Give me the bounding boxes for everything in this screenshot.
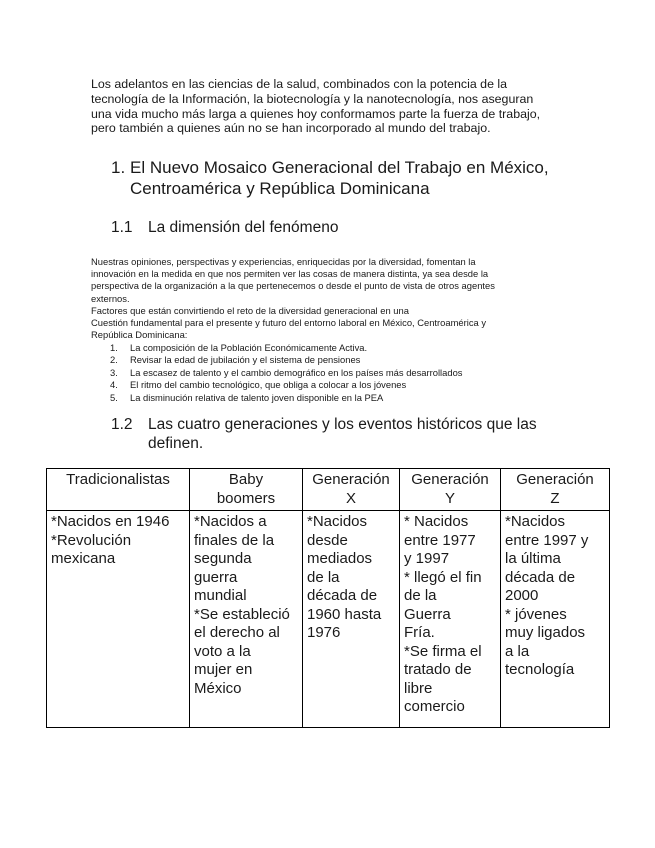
list-item (91, 342, 561, 354)
paragraph-line: República Dominicana: (91, 329, 188, 341)
section-1-2-heading (111, 416, 581, 453)
cell-line: 1960 hasta (307, 605, 382, 623)
cell-line: Tradicionalistas (66, 471, 170, 488)
table-cell (47, 511, 190, 728)
cell-line: la última (505, 550, 561, 567)
list-item (91, 367, 561, 379)
header-cell (501, 469, 610, 511)
cell-line: mexicana (51, 550, 116, 567)
cell-line: entre 1977 (404, 531, 476, 549)
section-1-2-title (111, 416, 581, 453)
cell-line: tratado de (404, 661, 472, 678)
list-item-number: 5. (110, 391, 118, 403)
list-item-number: 1. (110, 342, 118, 353)
factors-intro-paragraph (91, 305, 561, 342)
cell-line: Generación (516, 471, 594, 488)
paragraph-line: Nuestras opiniones, perspectivas y experiencias, enriquecidas por la diversidad, fomentan la (91, 256, 476, 267)
section-1-2-number: 1.2 (111, 416, 133, 433)
cell-line: México (194, 679, 242, 697)
list-item-text: La disminución relativa de talento joven disponible en la PEA (130, 391, 384, 403)
section-1-heading (111, 158, 581, 199)
cell-line: desde (307, 531, 348, 549)
cell-line: Generación (312, 471, 390, 488)
cell-line: * jóvenes (505, 605, 567, 623)
paragraph-line: perspectiva de la organización a la que pertenecemos o desde el punto de vista de otros agentes (91, 280, 495, 292)
cell-line: voto a la (194, 642, 251, 660)
intro-line: pero también a quienes aún no se han incorporado al mundo del trabajo. (91, 121, 491, 136)
cell-line: * llegó el fin (404, 568, 482, 586)
cell-line: a la (505, 642, 530, 660)
list-item-number: 4. (110, 379, 118, 391)
factors-list (91, 342, 561, 404)
cell-line: *Nacidos (307, 513, 368, 530)
list-item-text: La composición de la Población Económicamente Activa. (130, 342, 368, 353)
cell-line: comercio (404, 698, 465, 715)
table-cell (303, 511, 400, 728)
section-1-1-heading (111, 219, 581, 238)
cell-line: Y (444, 489, 455, 507)
cell-line: *Se estableció (194, 605, 290, 623)
cell-line: Fría. (404, 624, 435, 641)
section-1-2-title-line: definen. (148, 434, 204, 452)
cell-line: de la (307, 568, 340, 586)
diversity-paragraph (91, 256, 561, 305)
list-item-number: 2. (110, 354, 118, 366)
cell-line: finales de la (194, 531, 275, 549)
cell-line: mediados (307, 550, 373, 567)
list-item-text: La escasez de talento y el cambio demográfico en los países más desarrollados (130, 366, 463, 378)
cell-line: *Revolución (51, 531, 132, 549)
paragraph-line: Cuestión fundamental para el presente y futuro del entorno laboral en México, Centroamérica y (91, 317, 487, 329)
table-cell (501, 511, 610, 728)
generations-table (46, 468, 610, 728)
paragraph-line: innovación en la medida en que nos permiten ver las cosas de manera distinta, ya sea desde la (91, 268, 489, 280)
header-cell (190, 469, 303, 511)
section-1-number: 1. (111, 158, 126, 177)
cell-line: 2000 (505, 587, 539, 604)
header-cell (400, 469, 501, 511)
list-item (91, 354, 561, 366)
cell-line: el derecho al (194, 624, 280, 641)
cell-line: mujer en (194, 661, 253, 678)
cell-line: X (345, 489, 356, 507)
cell-line: de la (404, 587, 437, 604)
cell-line: década de (307, 587, 378, 604)
cell-line: *Nacidos en 1946 (51, 513, 170, 530)
cell-line: muy ligados (505, 624, 586, 641)
cell-line: segunda (194, 550, 252, 567)
table-row (47, 511, 610, 728)
cell-line: libre (404, 679, 433, 697)
section-1-1-title: La dimensión del fenómeno (148, 219, 339, 236)
list-item (91, 379, 561, 391)
paragraph-line: externos. (91, 292, 130, 304)
cell-line: Z (550, 489, 560, 507)
intro-line: Los adelantos en las ciencias de la salud, combinados con la potencia de la (91, 77, 508, 91)
cell-line: Guerra (404, 605, 451, 623)
section-1-title-line: El Nuevo Mosaico Generacional del Trabajo en México, (130, 158, 549, 177)
section-1-1-number: 1.1 (111, 219, 133, 236)
cell-line: boomers (216, 489, 276, 507)
header-cell (303, 469, 400, 511)
cell-line: y 1997 (404, 550, 450, 567)
table-header-row (47, 469, 610, 511)
cell-line: entre 1997 y (505, 531, 589, 549)
cell-line: guerra (194, 568, 238, 586)
cell-line: década de (505, 568, 576, 586)
cell-line: *Nacidos a (194, 513, 267, 530)
intro-paragraph (91, 77, 571, 136)
header-cell (47, 469, 190, 511)
table-cell (400, 511, 501, 728)
list-item-text: Revisar la edad de jubilación y el sistema de pensiones (130, 354, 361, 366)
section-1-title (111, 158, 581, 199)
list-item-text: El ritmo del cambio tecnológico, que obliga a colocar a los jóvenes (130, 379, 407, 391)
cell-line: * Nacidos (404, 513, 469, 530)
intro-line: una vida mucho más larga a quienes hoy conformamos parte la fuerza de trabajo, (91, 106, 541, 121)
cell-line: tecnología (505, 661, 575, 678)
cell-line: Generación (411, 471, 489, 488)
cell-line: *Se firma el (404, 642, 482, 660)
cell-line: *Nacidos (505, 513, 566, 530)
section-1-title-line: Centroamérica y República Dominicana (130, 178, 430, 198)
list-item (91, 392, 561, 404)
paragraph-line: Factores que están convirtiendo el reto de la diversidad generacional en una (91, 305, 409, 316)
table-cell (190, 511, 303, 728)
cell-line: mundial (194, 587, 247, 604)
section-1-2-title-line: Las cuatro generaciones y los eventos históricos que las (148, 416, 537, 433)
cell-line: Baby (228, 471, 264, 488)
cell-line: 1976 (307, 624, 341, 641)
list-item-number: 3. (110, 366, 118, 378)
intro-line: tecnología de la Información, la biotecnología y la nanotecnología, nos aseguran (91, 91, 534, 106)
